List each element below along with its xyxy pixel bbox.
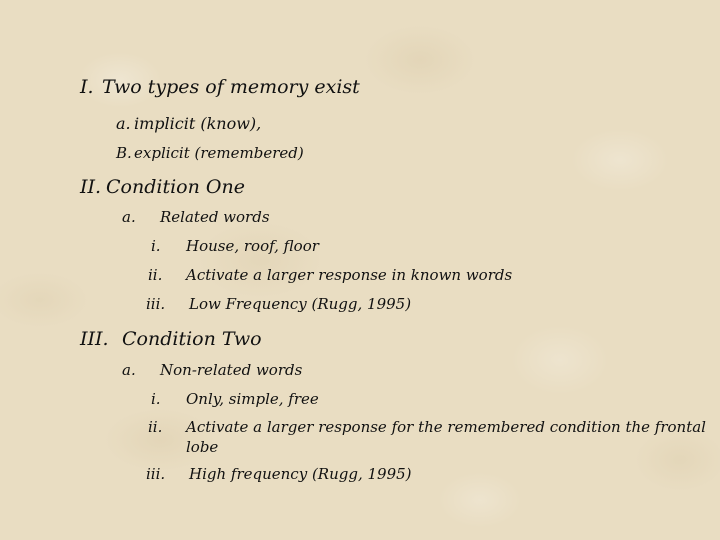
sub-item-related-words: Related words <box>160 208 270 226</box>
sub-marker-implicit: a. <box>116 114 131 133</box>
point-house-roof-floor: House, roof, floor <box>186 237 319 255</box>
outline-number-2: II. <box>80 176 102 198</box>
point-marker-5: ii. <box>148 418 163 436</box>
outline-heading-memory-types: Two types of memory exist <box>102 76 360 98</box>
point-known-words-response: Activate a larger response in known words <box>186 266 513 284</box>
sub-marker-explicit: B. <box>116 144 132 162</box>
point-marker-4: i. <box>151 390 161 408</box>
point-remembered-response-cont: lobe <box>186 438 219 456</box>
point-high-frequency: High frequency (Rugg, 1995) <box>189 465 412 483</box>
sub-item-implicit: implicit (know), <box>134 114 262 133</box>
point-marker-2: ii. <box>148 266 163 284</box>
outline-number-1: I. <box>80 76 94 98</box>
point-only-simple-free: Only, simple, free <box>186 390 319 408</box>
outline-number-3: III. <box>80 328 109 350</box>
outline-heading-condition-two: Condition Two <box>122 328 262 350</box>
point-marker-6: iii. <box>146 465 166 483</box>
sub-marker-related: a. <box>122 208 136 226</box>
sub-item-non-related-words: Non-related words <box>160 361 303 379</box>
point-marker-3: iii. <box>146 295 166 313</box>
point-marker-1: i. <box>151 237 161 255</box>
point-low-frequency: Low Frequency (Rugg, 1995) <box>189 295 412 313</box>
outline-heading-condition-one: Condition One <box>106 176 245 198</box>
point-remembered-response: Activate a larger response for the remembered condition the frontal <box>186 418 706 436</box>
sub-marker-non-related: a. <box>122 361 136 379</box>
sub-item-explicit: explicit (remembered) <box>134 144 304 162</box>
